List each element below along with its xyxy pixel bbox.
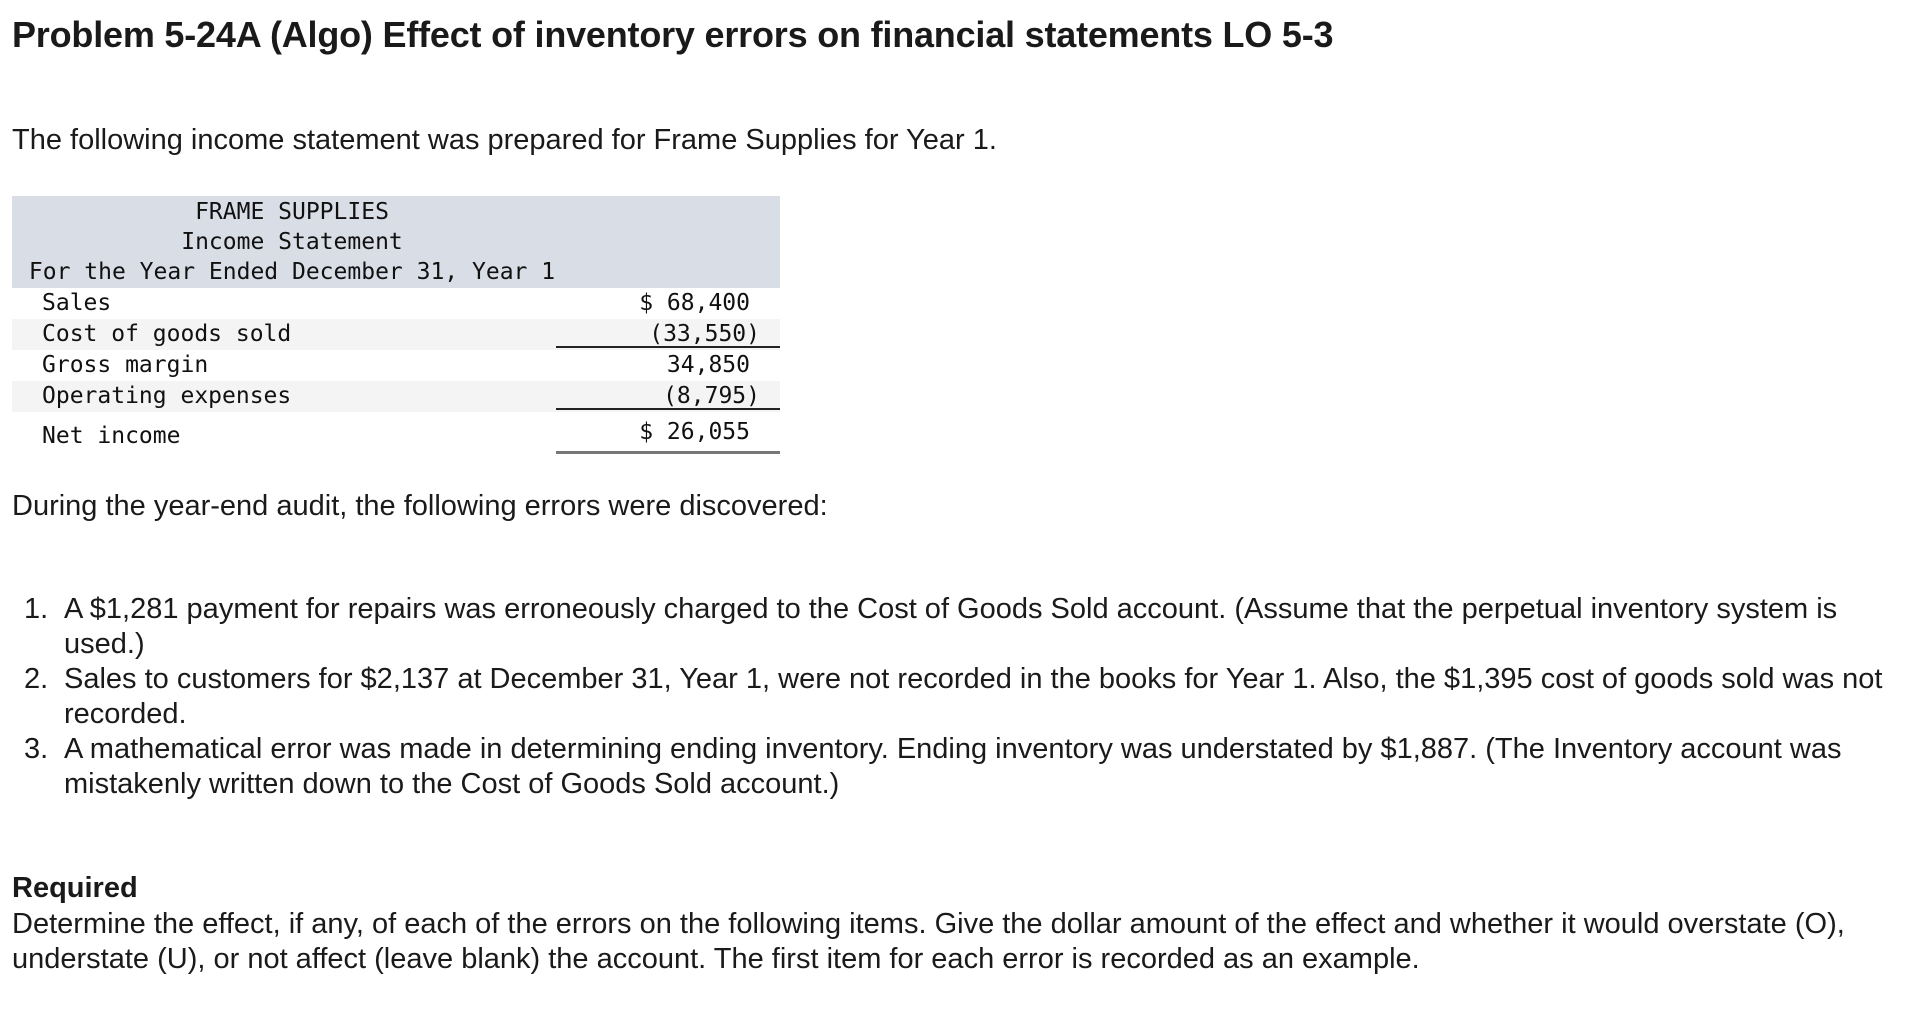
row-amount: 34,850 bbox=[666, 352, 750, 378]
statement-row-cogs bbox=[12, 319, 780, 350]
list-item-text: Sales to customers for $2,137 at December 31, Year 1, were not recorded in the books for Year 1. Also, the $1,395 cost of goods sold was not recorded. bbox=[64, 663, 1883, 730]
income-statement bbox=[12, 196, 780, 454]
row-amount: $ 26,055 bbox=[556, 412, 780, 454]
row-amount: $ 68,400 bbox=[639, 290, 750, 316]
list-item-text: A mathematical error was made in determining ending inventory. Ending inventory was understated by $1,887. (The Inventory account was mistakenly written down to the Cost of Goods Sold account.) bbox=[64, 733, 1842, 800]
statement-name: Income Statement bbox=[181, 229, 403, 255]
income-statement-header bbox=[12, 196, 780, 288]
list-item bbox=[24, 662, 1904, 732]
row-label: Net income bbox=[42, 423, 181, 449]
statement-row-operating-expenses bbox=[12, 381, 780, 412]
list-item-text: A $1,281 payment for repairs was erroneously charged to the Cost of Goods Sold account. (Assume that the perpetual inventory system is used.) bbox=[64, 593, 1838, 660]
row-label: Cost of goods sold bbox=[42, 321, 292, 347]
problem-title: Problem 5-24A (Algo) Effect of inventory errors on financial statements LO 5-3 bbox=[12, 14, 1334, 55]
intro-text: The following income statement was prepared for Frame Supplies for Year 1. bbox=[12, 124, 997, 156]
row-label: Operating expenses bbox=[42, 383, 292, 409]
list-item bbox=[24, 592, 1904, 662]
statement-row-net-income bbox=[12, 412, 780, 454]
statement-row-sales bbox=[12, 288, 780, 319]
statement-row-gross-margin bbox=[12, 350, 780, 381]
errors-list bbox=[24, 592, 1904, 802]
list-item-number: 2. bbox=[24, 663, 49, 695]
required-heading: Required bbox=[12, 872, 138, 904]
audit-text: During the year-end audit, the following errors were discovered: bbox=[12, 490, 828, 522]
row-label: Gross margin bbox=[42, 352, 209, 378]
row-amount: (33,550) bbox=[556, 319, 780, 348]
list-item-number: 3. bbox=[24, 733, 49, 765]
required-text: Determine the effect, if any, of each of the errors on the following items. Give the dollar amount of the effect and whether it would overstate (O), understate (U), or not affect (leave blank) the account. The first item for each error is recorded as an example. bbox=[12, 908, 1845, 975]
statement-period: For the Year Ended December 31, Year 1 bbox=[28, 259, 556, 285]
list-item bbox=[24, 732, 1904, 802]
row-label: Sales bbox=[42, 290, 112, 316]
list-item-number: 1. bbox=[24, 593, 49, 625]
row-amount: (8,795) bbox=[556, 381, 780, 410]
company-name: FRAME SUPPLIES bbox=[195, 199, 389, 225]
